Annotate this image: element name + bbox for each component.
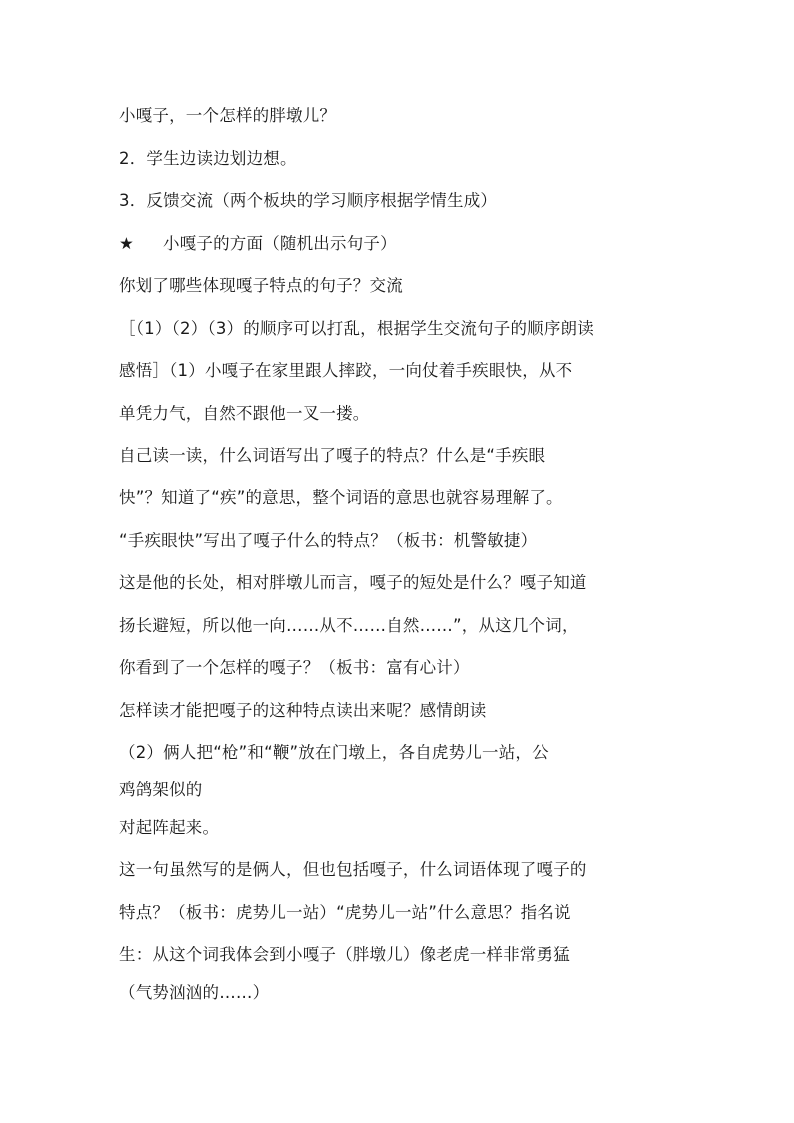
text-line-13: 扬长避短，所以他一向……从不……自然……”，从这几个词， — [119, 616, 579, 635]
text-line-15: 怎样读才能把嘎子的这种特点读出来呢？感情朗读 — [119, 701, 487, 720]
text-line-22: （气势汹汹的……） — [119, 983, 270, 1002]
text-line-1: 小嘎子，一个怎样的胖墩儿？ — [119, 106, 337, 125]
text-line-3: 3．反馈交流（两个板块的学习顺序根据学情生成） — [119, 191, 498, 210]
text-line-20: 特点？（板书：虎势儿一站）“虎势儿一站”什么意思？指名说 — [119, 903, 571, 922]
text-line-21: 生：从这个词我体会到小嘎子（胖墩儿）像老虎一样非常勇猛 — [119, 945, 570, 964]
text-line-16: （2）俩人把“枪”和“鞭”放在门墩上，各自虎势儿一站，公 — [119, 743, 549, 762]
text-line-14: 你看到了一个怎样的嘎子？（板书：富有心计） — [119, 658, 470, 677]
text-line-10: 快”？知道了“疾”的意思，整个词语的意思也就容易理解了。 — [119, 488, 563, 507]
text-line-8: 单凭力气，自然不跟他一叉一搂。 — [119, 404, 370, 423]
text-line-18: 对起阵起来。 — [119, 818, 220, 837]
text-line-11: “手疾眼快”写出了嘎子什么的特点？（板书：机警敏捷） — [119, 531, 538, 550]
section-heading: 小嘎子的方面（随机出示句子） — [163, 234, 397, 253]
text-line-7: 感悟］（1）小嘎子在家里跟人摔跤，一向仗着手疾眼快，从不 — [119, 361, 573, 380]
text-line-2: 2．学生边读边划边想。 — [119, 149, 297, 168]
text-line-4 — [119, 234, 679, 254]
text-line-17: 鸡鸽架似的 — [119, 780, 203, 799]
text-line-12: 这是他的长处，相对胖墩儿而言，嘎子的短处是什么？嘎子知道 — [119, 573, 587, 592]
text-line-19: 这一句虽然写的是俩人，但也包括嘎子，什么词语体现了嘎子的 — [119, 860, 587, 879]
text-line-5: 你划了哪些体现嘎子特点的句子？交流 — [119, 276, 403, 295]
star-icon: ★ — [119, 234, 134, 253]
text-line-9: 自己读一读，什么词语写出了嘎子的特点？什么是“手疾眼 — [119, 446, 546, 465]
text-line-6: ［（1）（2）（3）的顺序可以打乱，根据学生交流句子的顺序朗读 — [119, 319, 594, 338]
